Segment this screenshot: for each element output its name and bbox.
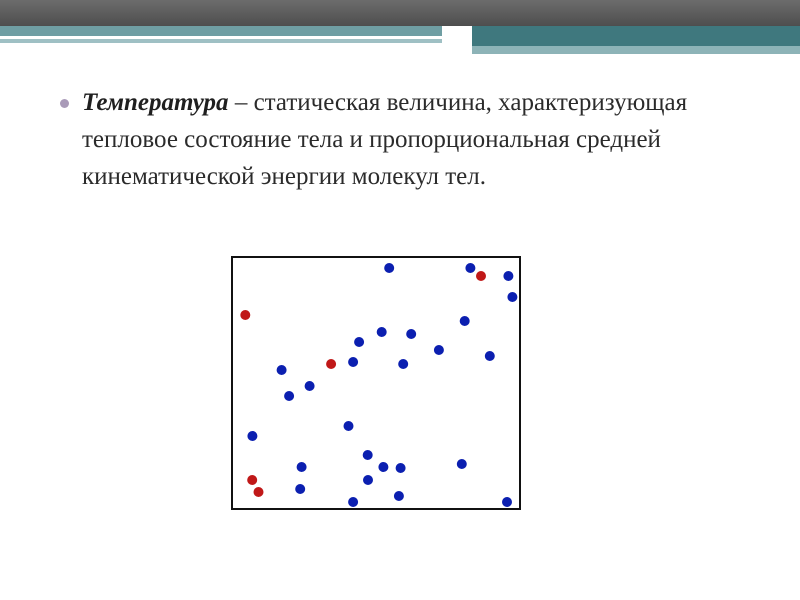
red-molecule [326, 359, 336, 369]
blue-molecule [465, 263, 475, 273]
molecule-canvas [233, 258, 519, 508]
header-teal-stripe-right-lower [472, 46, 800, 54]
blue-molecule [297, 462, 307, 472]
bullet-dot-icon [60, 99, 69, 108]
red-molecule [247, 475, 257, 485]
blue-molecule [502, 497, 512, 507]
blue-molecule [305, 381, 315, 391]
blue-molecule [384, 263, 394, 273]
blue-molecule [348, 497, 358, 507]
blue-molecule [460, 316, 470, 326]
blue-molecule [396, 463, 406, 473]
blue-molecule [378, 462, 388, 472]
header-teal-stripe-left-lower [0, 39, 442, 43]
slide-content [58, 84, 748, 195]
term-label: Температура [82, 89, 229, 116]
red-molecule [476, 271, 486, 281]
blue-molecule [284, 391, 294, 401]
blue-molecule [348, 357, 358, 367]
blue-molecule [406, 329, 416, 339]
blue-molecule [503, 271, 513, 281]
blue-molecule [363, 450, 373, 460]
blue-molecule [485, 351, 495, 361]
bullet-item [58, 84, 748, 195]
red-molecule [254, 487, 264, 497]
blue-molecule [247, 431, 257, 441]
header-dark-stripe [0, 0, 800, 26]
molecule-diagram [231, 256, 521, 510]
blue-molecule [457, 459, 467, 469]
blue-molecule [277, 365, 287, 375]
definition-text [82, 84, 748, 195]
blue-molecule [394, 491, 404, 501]
red-molecule [240, 310, 250, 320]
header-teal-stripe-left [0, 26, 442, 36]
header-band [0, 0, 800, 56]
blue-molecule [377, 327, 387, 337]
blue-molecule [434, 345, 444, 355]
blue-molecule [363, 475, 373, 485]
blue-molecule [398, 359, 408, 369]
blue-molecule [354, 337, 364, 347]
blue-molecule [344, 421, 354, 431]
header-teal-stripe-right [472, 26, 800, 46]
definition-body: – статическая величина, характеризующая тепловое состояние тела и пропорциональная средней кинематической энергии молекул тел. [82, 89, 688, 190]
header-gap [442, 26, 472, 54]
blue-molecule [507, 292, 517, 302]
blue-molecule [295, 484, 305, 494]
